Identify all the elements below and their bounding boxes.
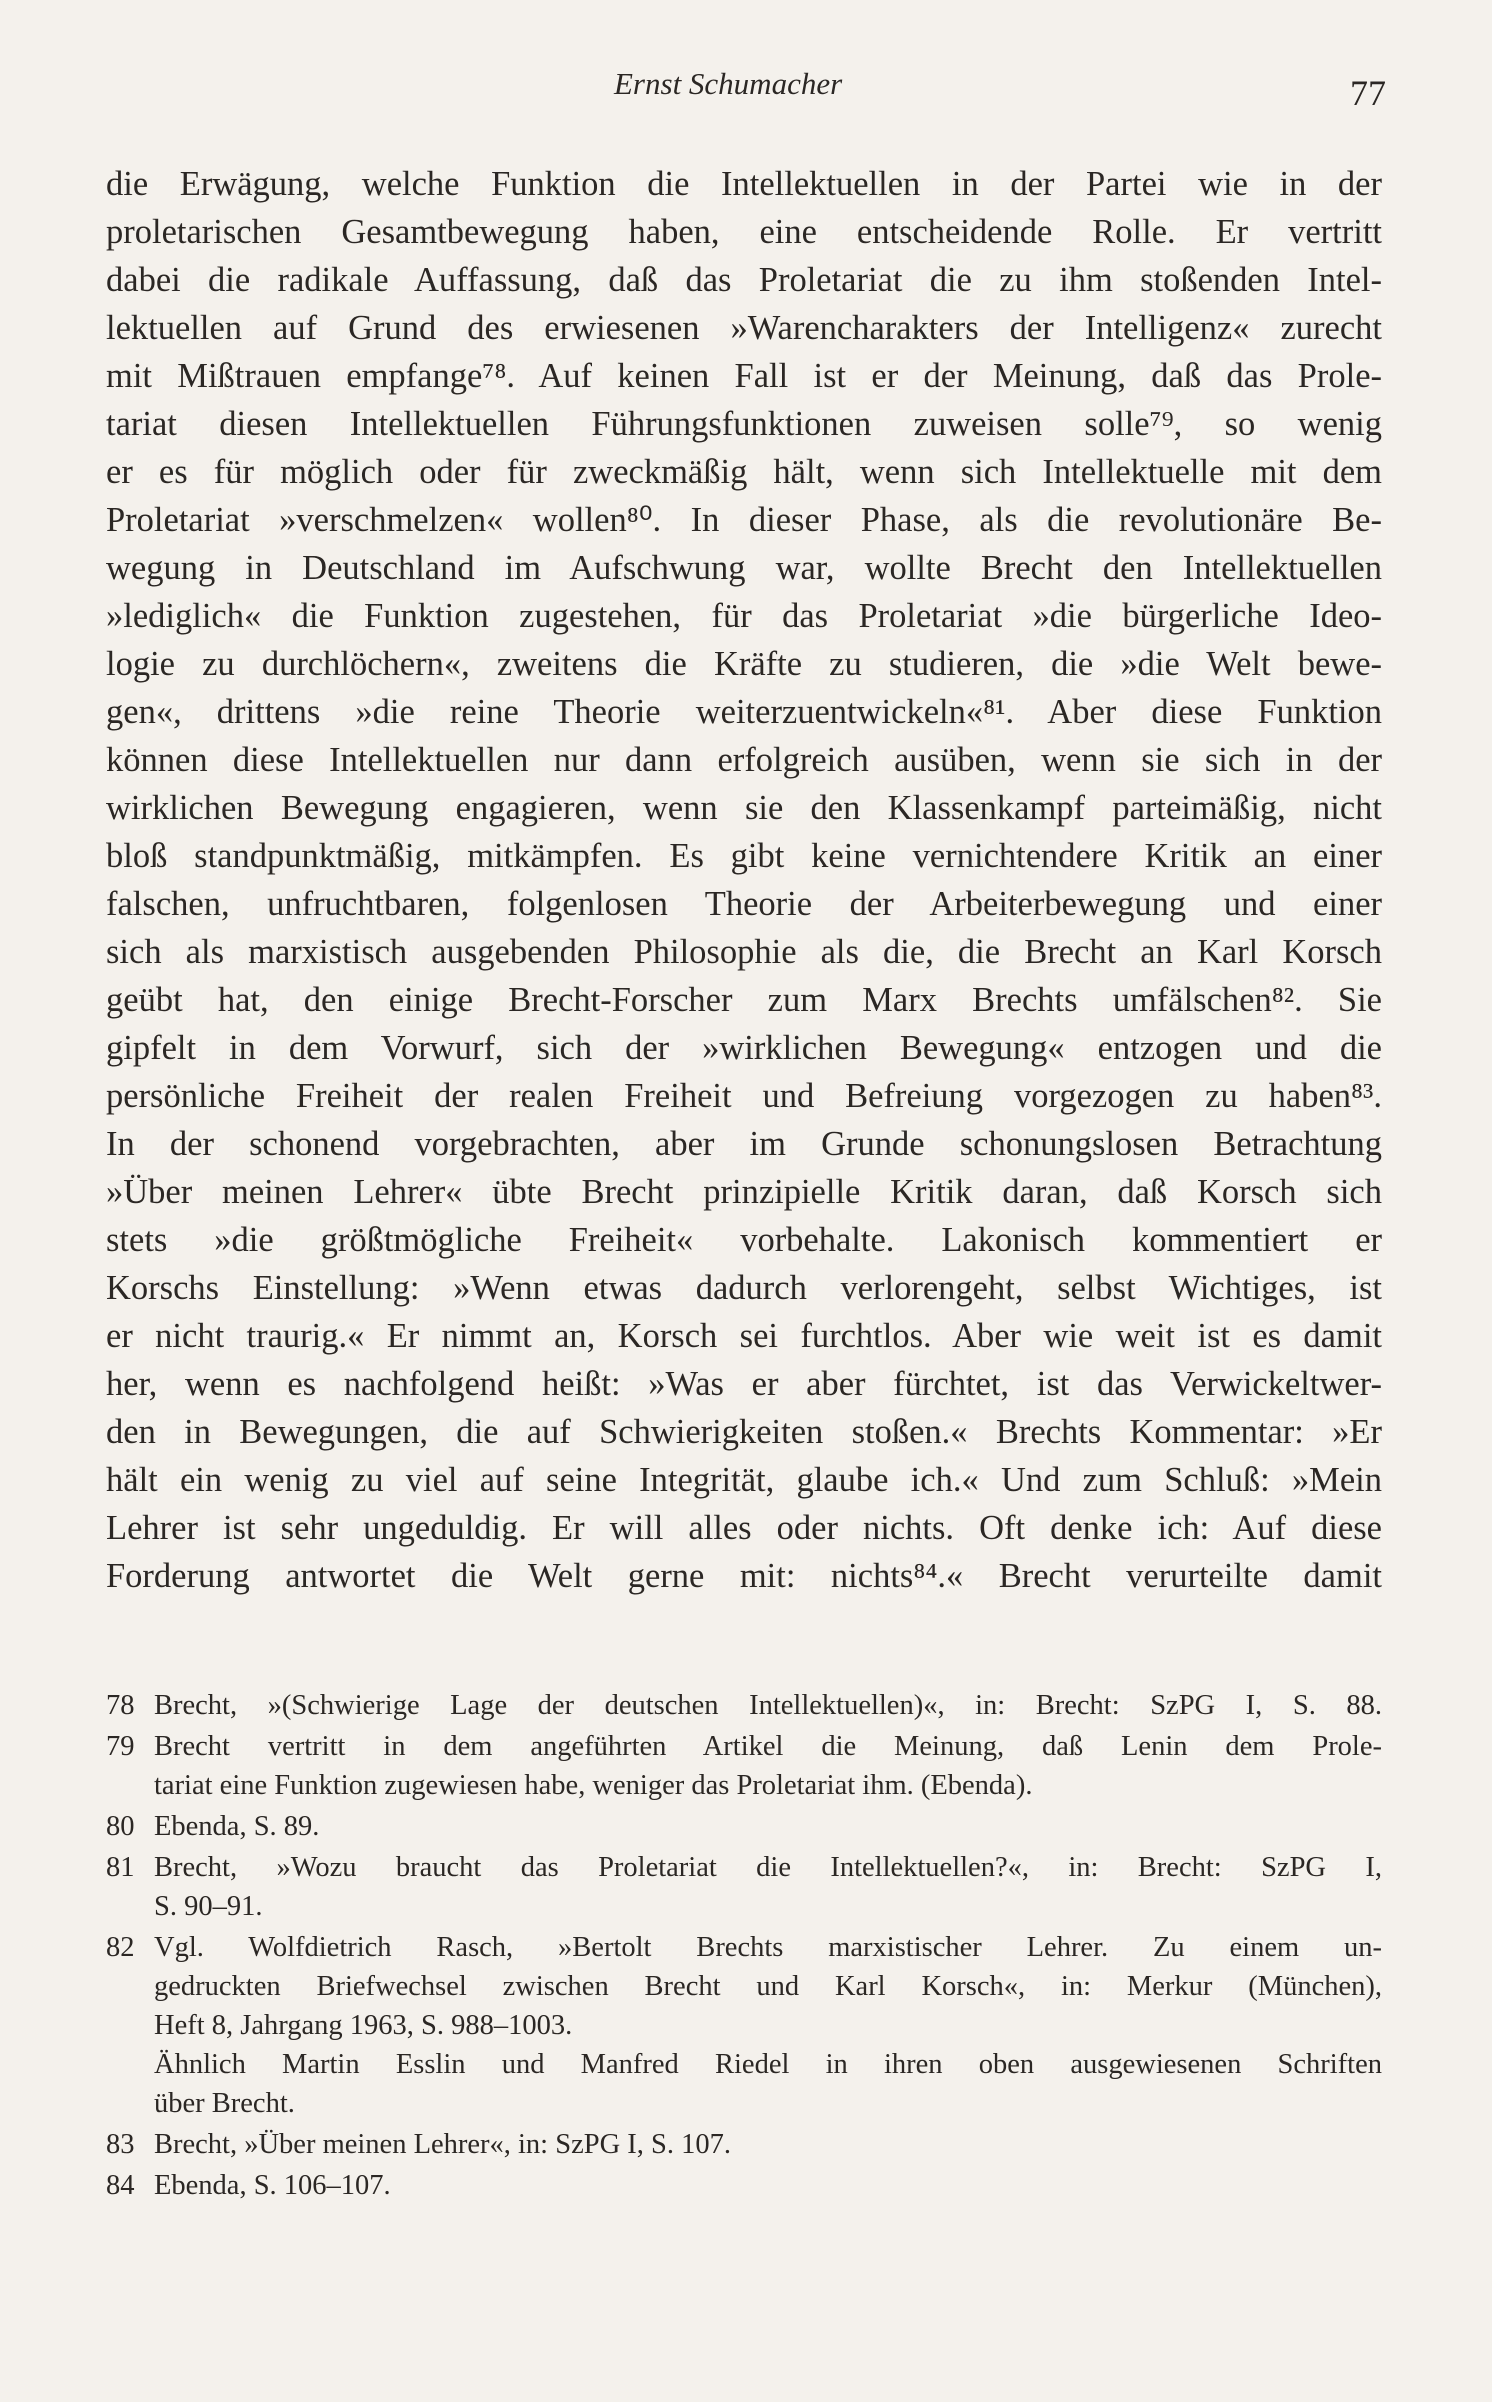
footnote-80: [106, 1807, 1382, 1846]
text-line: geübt hat, den einige Brecht-Forscher zum Marx Brechts umfälschen⁸². Sie: [106, 981, 1382, 1019]
text-line: sich als marxistisch ausgebenden Philosophie als die, die Brecht an Karl Korsch: [106, 933, 1382, 971]
footnote-line: Vgl. Wolfdietrich Rasch, »Bertolt Brechts marxistischer Lehrer. Zu einem un-: [154, 1932, 1382, 1963]
text-line: lektuellen auf Grund des erwiesenen »Warencharakters der Intelligenz« zurecht: [106, 309, 1382, 347]
text-line: persönliche Freiheit der realen Freiheit und Befreiung vorgezogen zu haben⁸³.: [106, 1077, 1382, 1115]
text-line: Proletariat »verschmelzen« wollen⁸⁰. In dieser Phase, als die revolutionäre Be-: [106, 501, 1382, 539]
footnote-84: [106, 2166, 1382, 2205]
footnote-number: 83: [106, 2129, 135, 2160]
text-line: hält ein wenig zu viel auf seine Integrität, glaube ich.« Und zum Schluß: »Mein: [106, 1461, 1382, 1499]
running-header: [106, 66, 1386, 126]
footnote-number: 81: [106, 1852, 135, 1883]
text-line: »Über meinen Lehrer« übte Brecht prinzipielle Kritik daran, daß Korsch sich: [106, 1173, 1382, 1211]
footnote-number: 80: [106, 1811, 135, 1842]
footnote-78: [106, 1686, 1382, 1725]
footnote-81: [106, 1848, 1382, 1926]
text-line: gipfelt in dem Vorwurf, sich der »wirklichen Bewegung« entzogen und die: [106, 1029, 1382, 1067]
footnote-line: Brecht vertritt in dem angeführten Artikel die Meinung, daß Lenin dem Prole-: [154, 1731, 1382, 1762]
footnote-79: [106, 1727, 1382, 1805]
footnote-line: Brecht, »Wozu braucht das Proletariat die Intellektuellen?«, in: Brecht: SzPG I,: [154, 1852, 1382, 1883]
footnote-number: 78: [106, 1690, 135, 1721]
text-line: den in Bewegungen, die auf Schwierigkeiten stoßen.« Brechts Kommentar: »Er: [106, 1413, 1382, 1451]
footnote-line: S. 90–91.: [154, 1891, 263, 1922]
text-line: können diese Intellektuellen nur dann erfolgreich ausüben, wenn sie sich in der: [106, 741, 1382, 779]
footnotes: [106, 1686, 1382, 2205]
footnote-line: Brecht, »(Schwierige Lage der deutschen Intellektuellen)«, in: Brecht: SzPG I, S. 88.: [154, 1690, 1382, 1721]
footnote-82: [106, 1928, 1382, 2123]
text-line: »lediglich« die Funktion zugestehen, für das Proletariat »die bürgerliche Ideo-: [106, 597, 1382, 635]
text-line: her, wenn es nachfolgend heißt: »Was er aber fürchtet, ist das Verwickeltwer-: [106, 1365, 1382, 1403]
footnote-line: Ebenda, S. 89.: [154, 1811, 320, 1842]
text-line: proletarischen Gesamtbewegung haben, eine entscheidende Rolle. Er vertritt: [106, 213, 1382, 251]
text-line: Forderung antwortet die Welt gerne mit: nichts⁸⁴.« Brecht verurteilte damit: [106, 1557, 1382, 1595]
footnote-line: Heft 8, Jahrgang 1963, S. 988–1003.: [154, 2010, 573, 2041]
footnote-line: über Brecht.: [154, 2088, 295, 2119]
text-line: wirklichen Bewegung engagieren, wenn sie den Klassenkampf parteimäßig, nicht: [106, 789, 1382, 827]
page-number: 77: [1350, 73, 1386, 113]
text-line: falschen, unfruchtbaren, folgenlosen Theorie der Arbeiterbewegung und einer: [106, 885, 1382, 923]
text-line: In der schonend vorgebrachten, aber im Grunde schonungslosen Betrachtung: [106, 1125, 1382, 1163]
text-line: gen«, drittens »die reine Theorie weiterzuentwickeln«⁸¹. Aber diese Funktion: [106, 693, 1382, 731]
footnote-number: 79: [106, 1731, 135, 1762]
footnote-line: Brecht, »Über meinen Lehrer«, in: SzPG I, S. 107.: [154, 2129, 731, 2160]
footnote-line: Ebenda, S. 106–107.: [154, 2170, 391, 2201]
footnote-number: 82: [106, 1932, 135, 1963]
footnote-line: tariat eine Funktion zugewiesen habe, weniger das Proletariat ihm. (Ebenda).: [154, 1770, 1033, 1801]
text-line: logie zu durchlöchern«, zweitens die Kräfte zu studieren, die »die Welt bewe-: [106, 645, 1382, 683]
text-line: stets »die größtmögliche Freiheit« vorbehalte. Lakonisch kommentiert er: [106, 1221, 1382, 1259]
text-line: mit Mißtrauen empfange⁷⁸. Auf keinen Fall ist er der Meinung, daß das Prole-: [106, 357, 1382, 395]
text-line: er nicht traurig.« Er nimmt an, Korsch sei furchtlos. Aber wie weit ist es damit: [106, 1317, 1382, 1355]
text-line: tariat diesen Intellektuellen Führungsfunktionen zuweisen solle⁷⁹, so wenig: [106, 405, 1382, 443]
text-line: Lehrer ist sehr ungeduldig. Er will alles oder nichts. Oft denke ich: Auf diese: [106, 1509, 1382, 1547]
footnote-number: 84: [106, 2170, 135, 2201]
text-line: Korschs Einstellung: »Wenn etwas dadurch verlorengeht, selbst Wichtiges, ist: [106, 1269, 1382, 1307]
running-header-title: Ernst Schumacher: [614, 66, 843, 101]
text-line: er es für möglich oder für zweckmäßig hält, wenn sich Intellektuelle mit dem: [106, 453, 1382, 491]
text-line: bloß standpunktmäßig, mitkämpfen. Es gibt keine vernichtendere Kritik an einer: [106, 837, 1382, 875]
text-line: die Erwägung, welche Funktion die Intellektuellen in der Partei wie in der: [106, 165, 1382, 203]
footnote-line: Ähnlich Martin Esslin und Manfred Riedel in ihren oben ausgewiesenen Schriften: [154, 2049, 1382, 2080]
body-text: [106, 160, 1382, 1600]
text-line: dabei die radikale Auffassung, daß das Proletariat die zu ihm stoßenden Intel-: [106, 261, 1382, 299]
footnote-83: [106, 2125, 1382, 2164]
footnote-line: gedruckten Briefwechsel zwischen Brecht und Karl Korsch«, in: Merkur (München),: [154, 1971, 1382, 2002]
text-line: wegung in Deutschland im Aufschwung war, wollte Brecht den Intellektuellen: [106, 549, 1382, 587]
